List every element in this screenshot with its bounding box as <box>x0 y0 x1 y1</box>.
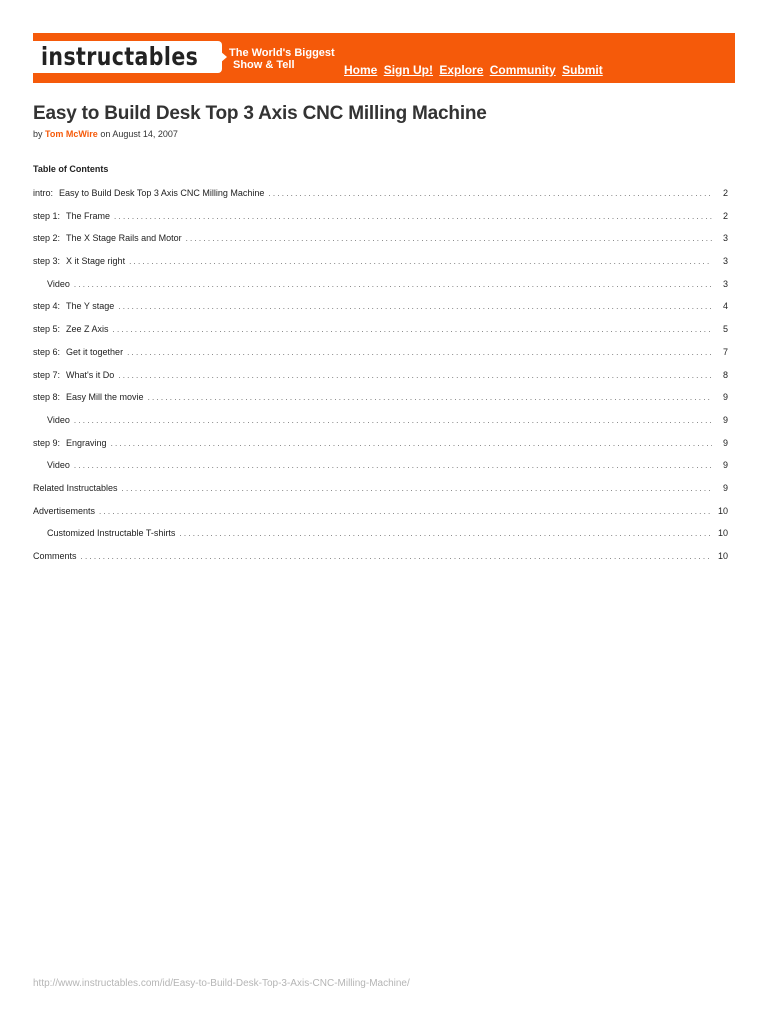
toc-dot-leader <box>74 461 712 470</box>
byline-prefix: by <box>33 129 43 139</box>
toc-entry[interactable] <box>33 370 728 393</box>
toc-dot-leader <box>186 234 712 243</box>
toc-entry-label <box>33 301 114 311</box>
toc-entry-label <box>33 551 77 561</box>
toc-entry[interactable] <box>33 233 728 256</box>
instructables-logo[interactable] <box>33 41 222 73</box>
toc-dot-leader <box>129 257 712 266</box>
toc-entry-label <box>33 528 175 538</box>
toc-entry[interactable] <box>33 347 728 370</box>
toc-entry-step: Advertisements <box>33 505 96 516</box>
toc-entry[interactable] <box>33 301 728 324</box>
toc-entry[interactable] <box>33 324 728 347</box>
table-of-contents <box>33 188 728 574</box>
toc-entry-step: step 7: <box>33 369 61 380</box>
toc-entry-title: The Y stage <box>66 301 115 312</box>
toc-entry-page: 9 <box>722 460 728 471</box>
toc-dot-leader <box>99 507 712 516</box>
toc-entry-step: Video <box>47 278 70 289</box>
toc-entry-step: Comments <box>33 551 77 561</box>
toc-entry-step: intro: <box>33 188 54 198</box>
toc-entry-title: Zee Z Axis <box>66 324 109 335</box>
toc-entry-title: Easy to Build Desk Top 3 Axis CNC Milling Machine <box>59 188 265 198</box>
toc-entry-step: step 8: <box>33 392 61 403</box>
toc-entry-label <box>33 415 70 425</box>
toc-entry[interactable] <box>33 279 728 302</box>
toc-entry-page: 2 <box>722 188 728 198</box>
toc-dot-leader <box>148 393 712 402</box>
toc-entry[interactable] <box>33 438 728 461</box>
toc-entry[interactable] <box>33 460 728 483</box>
toc-entry[interactable] <box>33 415 728 438</box>
toc-entry-page: 10 <box>717 505 728 516</box>
toc-entry-title: The Frame <box>66 210 111 221</box>
toc-entry-step: Customized Instructable T-shirts <box>47 528 176 539</box>
toc-dot-leader <box>179 529 712 538</box>
publish-date: on August 14, 2007 <box>100 129 178 139</box>
toc-entry-step: step 4: <box>33 301 61 312</box>
toc-entry-page: 9 <box>722 414 728 425</box>
toc-entry[interactable] <box>33 211 728 234</box>
logo-pointer-shape <box>220 51 227 63</box>
logo-text: instructables <box>41 42 199 71</box>
toc-entry-label <box>33 483 118 493</box>
toc-dot-leader <box>118 302 712 311</box>
toc-entry-step: step 9: <box>33 437 61 448</box>
toc-entry-step: step 6: <box>33 346 61 357</box>
toc-entry-page: 10 <box>717 528 728 539</box>
toc-entry-title: X it Stage right <box>66 256 126 267</box>
toc-entry-label <box>33 392 144 402</box>
toc-entry-step: Video <box>47 414 70 425</box>
byline <box>33 129 178 139</box>
toc-entry-title: What's it Do <box>66 369 115 380</box>
toc-entry-label <box>33 506 95 516</box>
toc-dot-leader <box>114 212 712 221</box>
toc-entry-label <box>33 188 264 198</box>
toc-entry-label <box>33 211 110 221</box>
toc-dot-leader <box>81 552 712 561</box>
toc-dot-leader <box>74 280 712 289</box>
toc-entry-page: 3 <box>722 233 728 244</box>
main-nav <box>344 63 606 77</box>
toc-entry[interactable] <box>33 188 728 211</box>
toc-entry-label <box>33 347 123 357</box>
toc-dot-leader <box>113 325 712 334</box>
toc-entry[interactable] <box>33 506 728 529</box>
toc-entry[interactable] <box>33 256 728 279</box>
toc-entry-page: 5 <box>722 324 728 335</box>
tagline-line-2: Show & Tell <box>233 59 295 71</box>
toc-dot-leader <box>74 416 712 425</box>
toc-entry-label <box>33 279 70 289</box>
toc-entry-title: The X Stage Rails and Motor <box>66 233 182 244</box>
toc-entry-page: 3 <box>722 256 728 267</box>
toc-entry-page: 4 <box>722 301 728 312</box>
nav-community-link[interactable]: Community <box>489 63 556 77</box>
toc-entry-step: step 3: <box>33 256 61 267</box>
toc-entry-page: 9 <box>722 392 728 403</box>
toc-entry-label <box>33 256 125 266</box>
toc-entry-label <box>33 233 182 243</box>
nav-signup-link[interactable]: Sign Up! <box>383 63 434 77</box>
toc-entry[interactable] <box>33 528 728 551</box>
toc-dot-leader <box>111 439 712 448</box>
toc-entry[interactable] <box>33 551 728 574</box>
toc-dot-leader <box>268 189 712 198</box>
nav-submit-link[interactable]: Submit <box>562 63 603 77</box>
toc-entry-page: 10 <box>717 551 728 561</box>
toc-entry-page: 9 <box>722 482 728 493</box>
header-banner <box>33 33 735 83</box>
toc-entry-page: 7 <box>722 346 728 357</box>
toc-entry-title: Engraving <box>66 437 107 448</box>
toc-entry-page: 8 <box>722 369 728 380</box>
toc-entry-label <box>33 370 114 380</box>
toc-entry[interactable] <box>33 483 728 506</box>
toc-entry-step: Video <box>47 460 70 471</box>
author-link[interactable]: Tom McWire <box>45 129 98 139</box>
toc-dot-leader <box>122 484 712 493</box>
toc-entry-page: 2 <box>722 210 728 221</box>
toc-entry-step: step 5: <box>33 324 61 335</box>
toc-entry-page: 3 <box>722 278 728 289</box>
toc-entry-title: Easy Mill the movie <box>66 392 144 403</box>
toc-entry[interactable] <box>33 392 728 415</box>
toc-dot-leader <box>118 371 712 380</box>
footer-url[interactable]: http://www.instructables.com/id/Easy-to-Build-Desk-Top-3-Axis-CNC-Milling-Machine/ <box>33 978 410 989</box>
toc-entry-page: 9 <box>722 437 728 448</box>
toc-entry-step: step 1: <box>33 210 61 221</box>
toc-entry-title: Get it together <box>66 346 124 357</box>
nav-explore-link[interactable]: Explore <box>439 63 484 77</box>
toc-entry-step: Related Instructables <box>33 482 118 493</box>
tagline <box>229 47 335 71</box>
toc-entry-step: step 2: <box>33 233 61 244</box>
page-title: Easy to Build Desk Top 3 Axis CNC Milling Machine <box>33 103 487 124</box>
toc-entry-label <box>33 460 70 470</box>
toc-entry-label <box>33 438 107 448</box>
toc-entry-label <box>33 324 109 334</box>
tagline-line-1: The World's Biggest <box>229 47 335 59</box>
nav-home-link[interactable]: Home <box>344 63 378 77</box>
toc-dot-leader <box>127 348 712 357</box>
toc-heading: Table of Contents <box>33 164 109 174</box>
